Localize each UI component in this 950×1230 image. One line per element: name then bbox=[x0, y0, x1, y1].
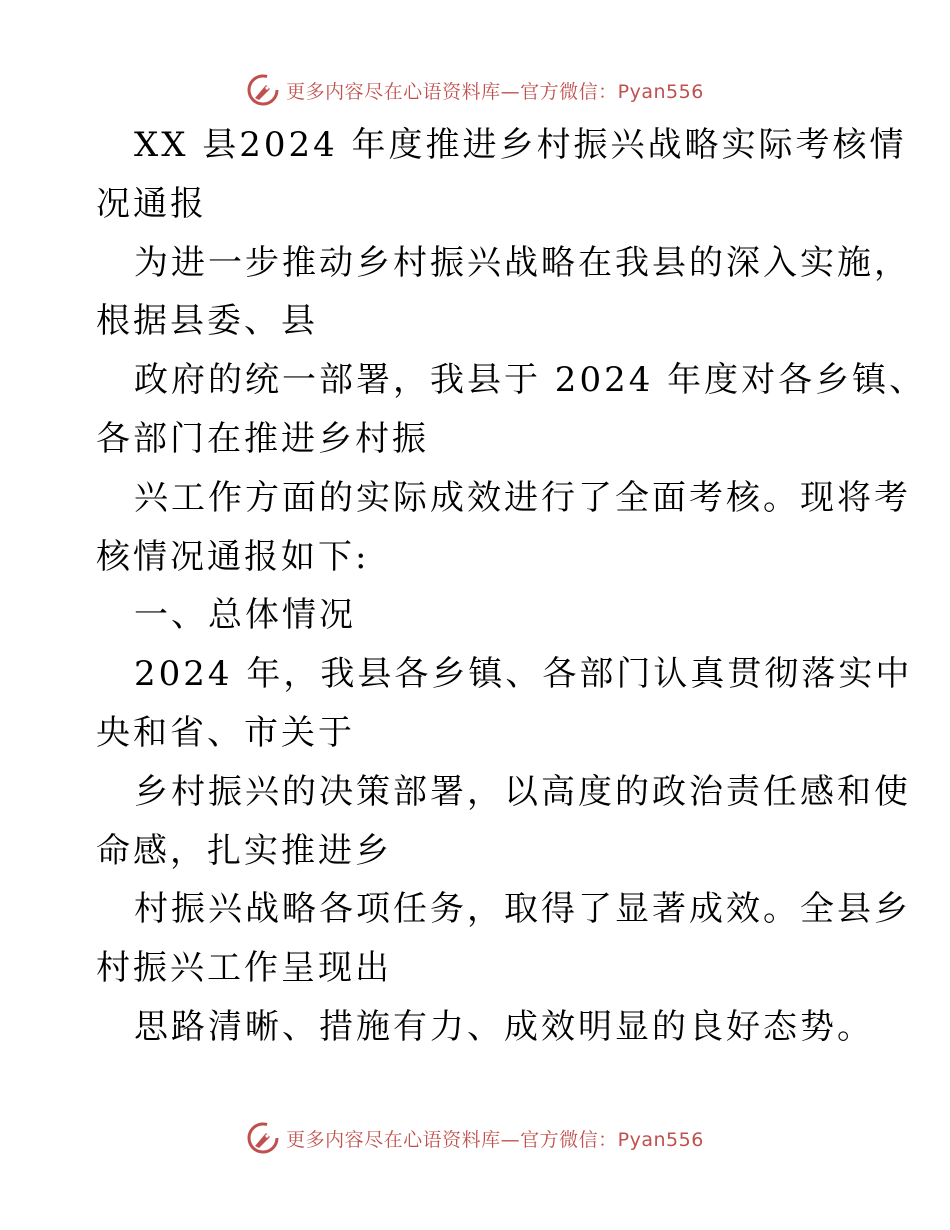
pen-nib-logo-icon bbox=[246, 73, 280, 107]
watermark-text: 更多内容尽在心语资料库—官方微信：Pyan556 bbox=[286, 1128, 704, 1151]
document-line: 况通报 bbox=[96, 183, 207, 224]
document-line: 乡村振兴的决策部署，以高度的政治责任感和使 bbox=[134, 771, 911, 812]
document-line: 2024 年，我县各乡镇、各部门认真贯彻落实中 bbox=[134, 654, 913, 695]
watermark-text: 更多内容尽在心语资料库—官方微信：Pyan556 bbox=[286, 80, 704, 103]
document-line: 村振兴战略各项任务，取得了显著成效。全县乡 bbox=[134, 889, 911, 930]
document-line: 一、总体情况 bbox=[134, 595, 356, 636]
document-line: XX 县2024 年度推进乡村振兴战略实际考核情 bbox=[134, 125, 907, 165]
document-line: 根据县委、县 bbox=[96, 301, 318, 342]
document-line: 核情况通报如下: bbox=[96, 536, 370, 577]
pen-nib-logo-icon bbox=[246, 1121, 280, 1155]
document-line: 各部门在推进乡村振 bbox=[96, 418, 429, 459]
document-line: 兴工作方面的实际成效进行了全面考核。现将考 bbox=[134, 477, 911, 518]
document-line: 思路清晰、措施有力、成效明显的良好态势。 bbox=[134, 1006, 874, 1047]
document-body bbox=[96, 116, 927, 1057]
header-watermark bbox=[0, 70, 950, 110]
document-line: 命感，扎实推进乡 bbox=[96, 830, 392, 871]
footer-watermark bbox=[0, 1118, 950, 1158]
document-line: 政府的统一部署，我县于 2024 年度对各乡镇、 bbox=[134, 360, 927, 401]
document-line: 村振兴工作呈现出 bbox=[96, 948, 392, 989]
document-line: 为进一步推动乡村振兴战略在我县的深入实施， bbox=[134, 242, 911, 283]
document-line: 央和省、市关于 bbox=[96, 712, 355, 753]
